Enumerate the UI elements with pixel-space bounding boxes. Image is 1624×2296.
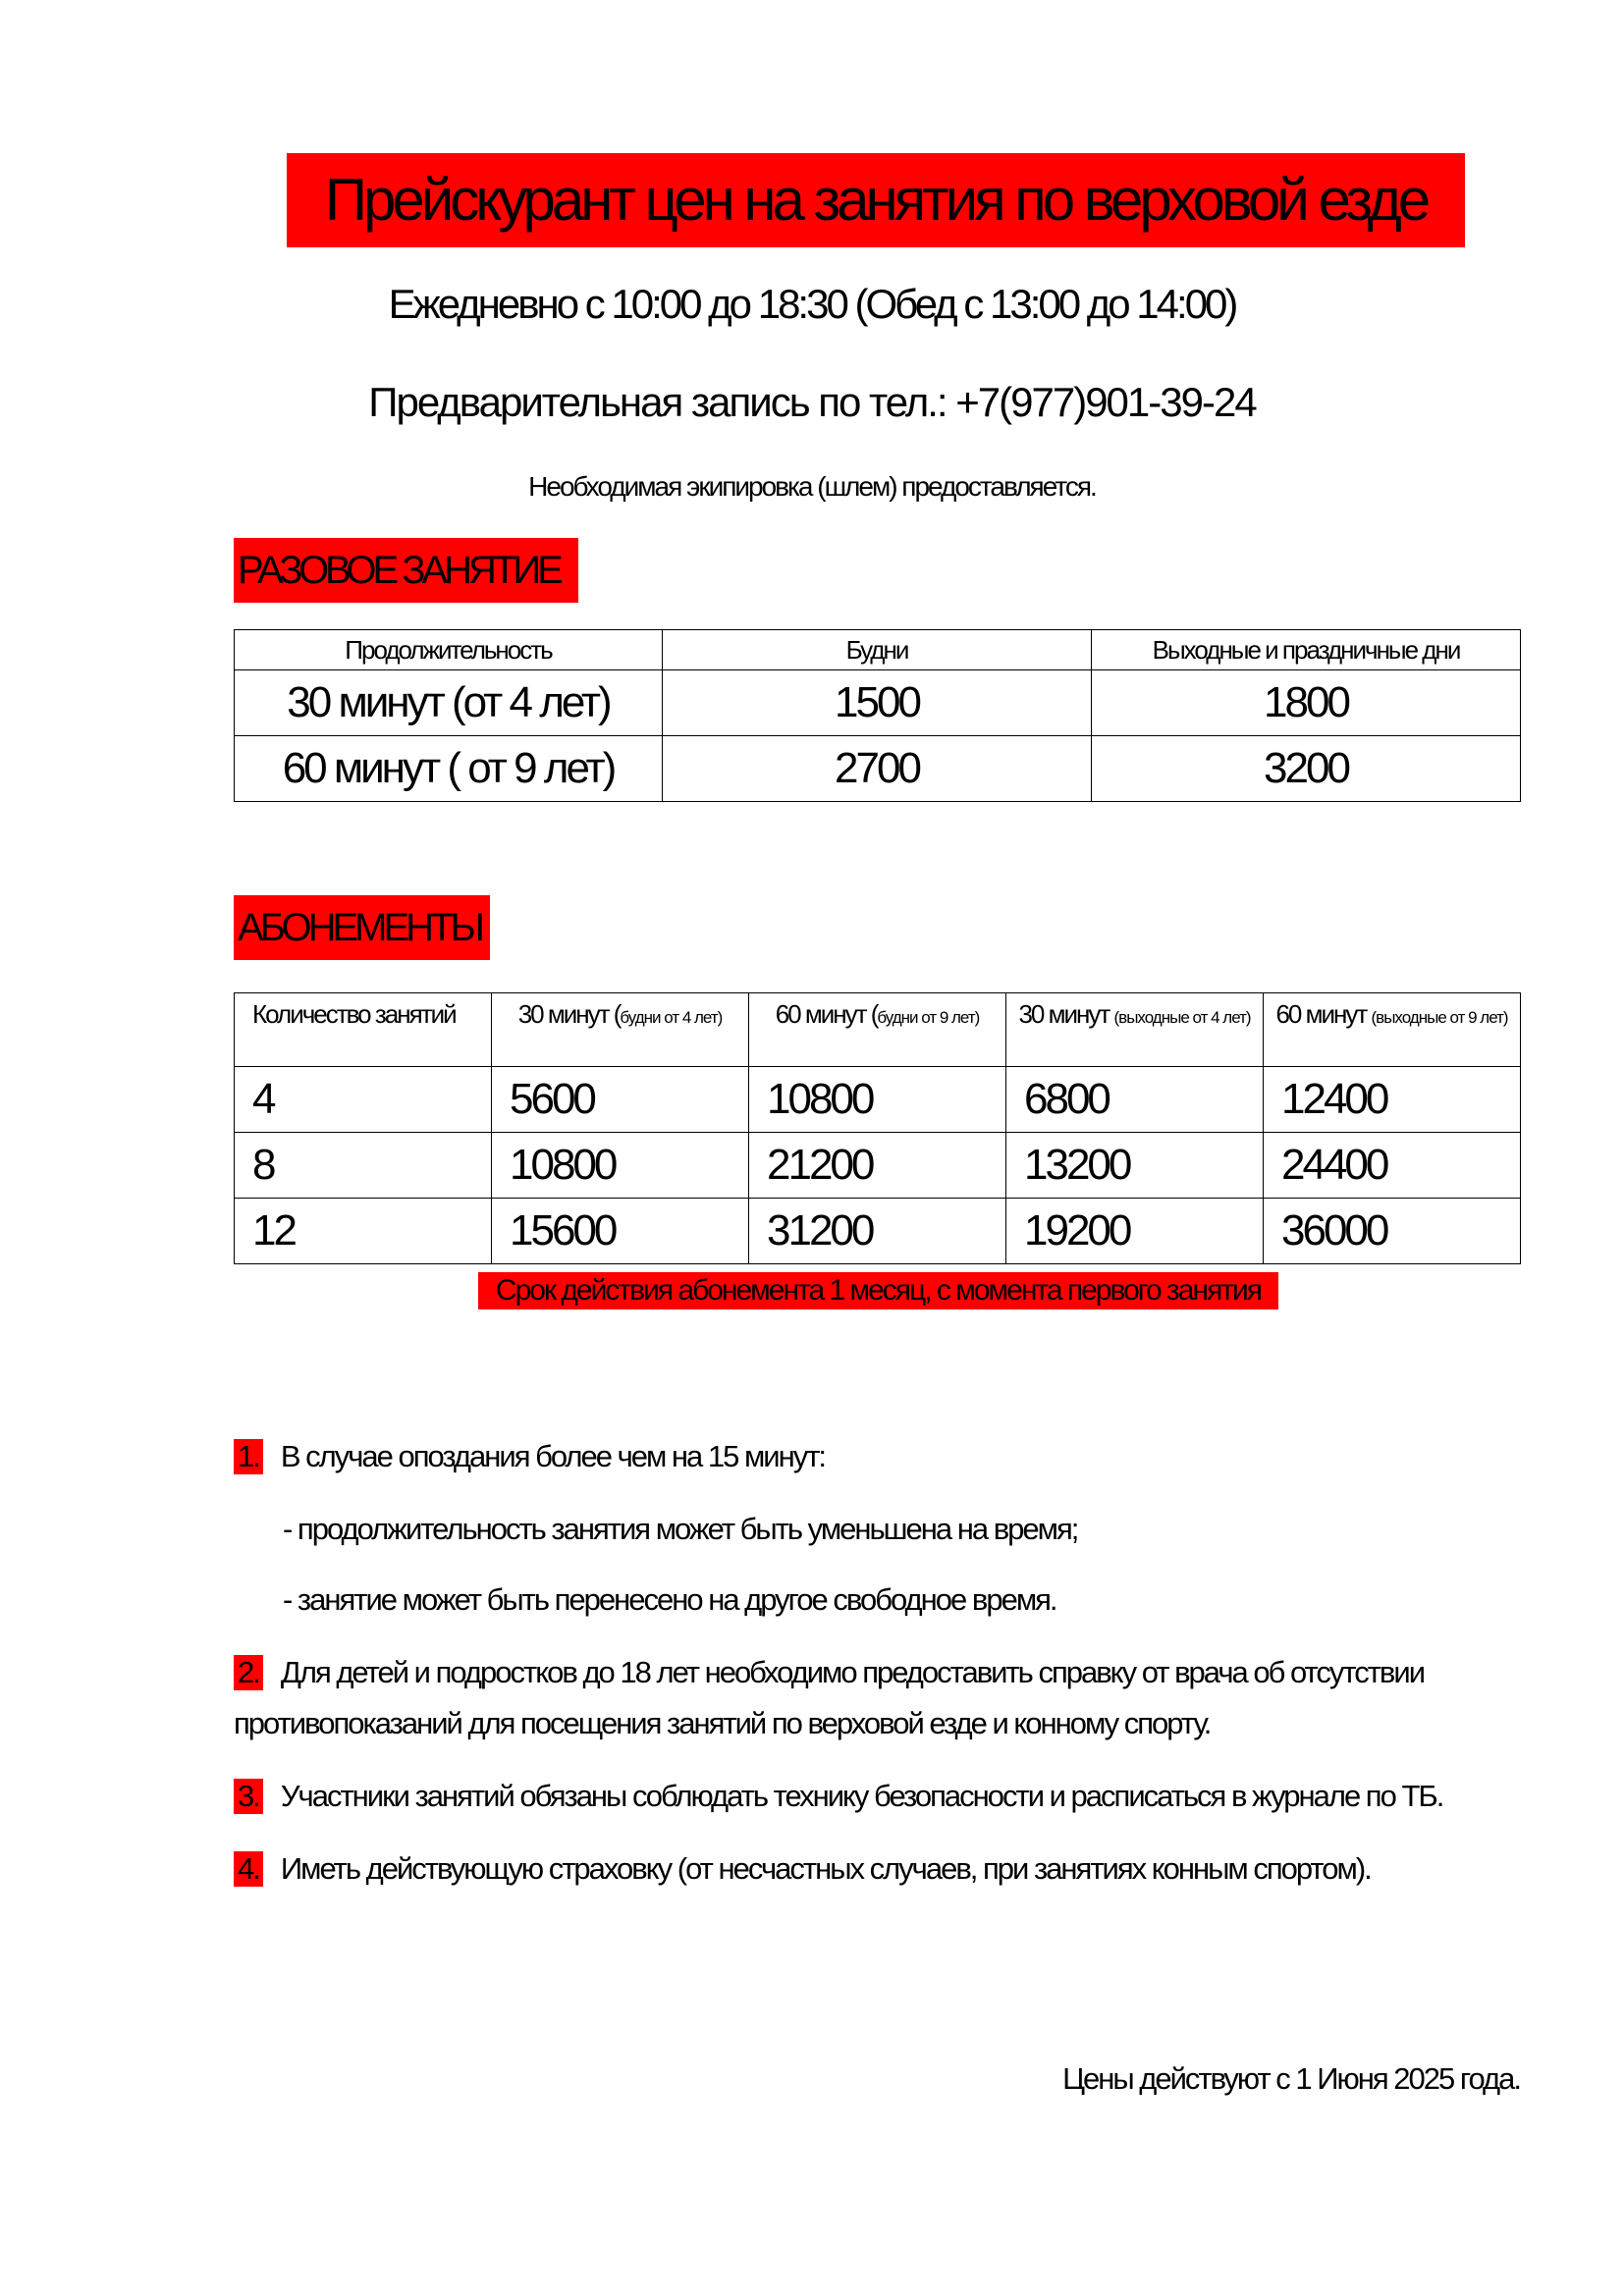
price-cell: 6800: [1006, 1067, 1264, 1133]
duration-cell: 60 минут ( от 9 лет): [235, 736, 663, 802]
price-cell: 31200: [749, 1199, 1006, 1264]
price-cell: 19200: [1006, 1199, 1264, 1264]
table-header-row: [235, 993, 1521, 1067]
table-row: [235, 1067, 1521, 1133]
price-cell: 21200: [749, 1133, 1006, 1199]
duration-cell: 30 минут (от 4 лет): [235, 670, 663, 736]
rule-1: [234, 1439, 825, 1474]
column-header: Будни: [663, 630, 1092, 670]
price-cell: 10800: [492, 1133, 749, 1199]
table-row: [235, 1199, 1521, 1264]
rule-number: 4.: [234, 1851, 263, 1887]
rule-text: В случае опоздания более чем на 15 минут:: [280, 1439, 826, 1473]
schedule-text: Ежедневно с 10:00 до 18:30 (Обед с 13:00 до 14:00): [388, 281, 1236, 327]
subscriptions-table: [234, 992, 1521, 1264]
rule-number: 3.: [234, 1779, 263, 1814]
rule-number: 1.: [234, 1439, 263, 1474]
rule-1-subitem: - продолжительность занятия может быть уменьшена на время;: [283, 1512, 1078, 1546]
rule-4: [234, 1851, 1371, 1887]
column-header: 60 минут (будни от 9 лет): [749, 993, 1006, 1067]
table-row: [235, 670, 1521, 736]
price-cell: 24400: [1264, 1133, 1521, 1199]
column-header: 30 минут (будни от 4 лет): [492, 993, 749, 1067]
rule-2-continuation: противопоказаний для посещения занятий по верховой езде и конному спорту.: [234, 1706, 1211, 1740]
page-title: Прейскурант цен на занятия по верховой езде: [287, 153, 1465, 247]
single-lesson-heading: РАЗОВОЕ ЗАНЯТИЕ: [234, 538, 578, 603]
price-cell: 36000: [1264, 1199, 1521, 1264]
lesson-count-cell: 8: [235, 1133, 492, 1199]
column-header: Продолжительность: [235, 630, 663, 670]
lesson-count-cell: 12: [235, 1199, 492, 1264]
column-header: 60 минут (выходные от 9 лет): [1264, 993, 1521, 1067]
table-header-row: [235, 630, 1521, 670]
weekday-price-cell: 1500: [663, 670, 1092, 736]
price-cell: 15600: [492, 1199, 749, 1264]
price-cell: 12400: [1264, 1067, 1521, 1133]
table-row: [235, 736, 1521, 802]
subscriptions-heading: АБОНЕМЕНТЫ: [234, 895, 490, 960]
price-cell: 10800: [749, 1067, 1006, 1133]
rule-text: Участники занятий обязаны соблюдать технику безопасности и расписаться в журнале по ТБ.: [280, 1779, 1443, 1813]
weekday-price-cell: 2700: [663, 736, 1092, 802]
rule-text: Иметь действующую страховку (от несчастных случаев, при занятиях конным спортом).: [280, 1851, 1371, 1886]
rule-3: [234, 1779, 1442, 1814]
weekend-price-cell: 3200: [1092, 736, 1521, 802]
weekend-price-cell: 1800: [1092, 670, 1521, 736]
booking-phone-text: Предварительная запись по тел.: +7(977)901-39-24: [368, 379, 1256, 425]
column-header: 30 минут (выходные от 4 лет): [1006, 993, 1264, 1067]
prices-valid-from: Цены действуют с 1 Июня 2025 года.: [1062, 2061, 1520, 2096]
single-lesson-table: [234, 629, 1521, 802]
column-header: Количество занятий: [235, 993, 492, 1067]
column-header: Выходные и праздничные дни: [1092, 630, 1521, 670]
subscription-validity-note: Срок действия абонемента 1 месяц, с момента первого занятия: [478, 1272, 1278, 1309]
rule-2: [234, 1655, 1424, 1690]
lesson-count-cell: 4: [235, 1067, 492, 1133]
rule-1-subitem: - занятие может быть перенесено на другое свободное время.: [283, 1582, 1056, 1617]
rule-text: Для детей и подростков до 18 лет необходимо предоставить справку от врача об отсутствии: [280, 1655, 1425, 1689]
price-cell: 13200: [1006, 1133, 1264, 1199]
rule-number: 2.: [234, 1655, 263, 1690]
price-cell: 5600: [492, 1067, 749, 1133]
table-row: [235, 1133, 1521, 1199]
equipment-note: Необходимая экипировка (шлем) предоставляется.: [528, 471, 1096, 502]
